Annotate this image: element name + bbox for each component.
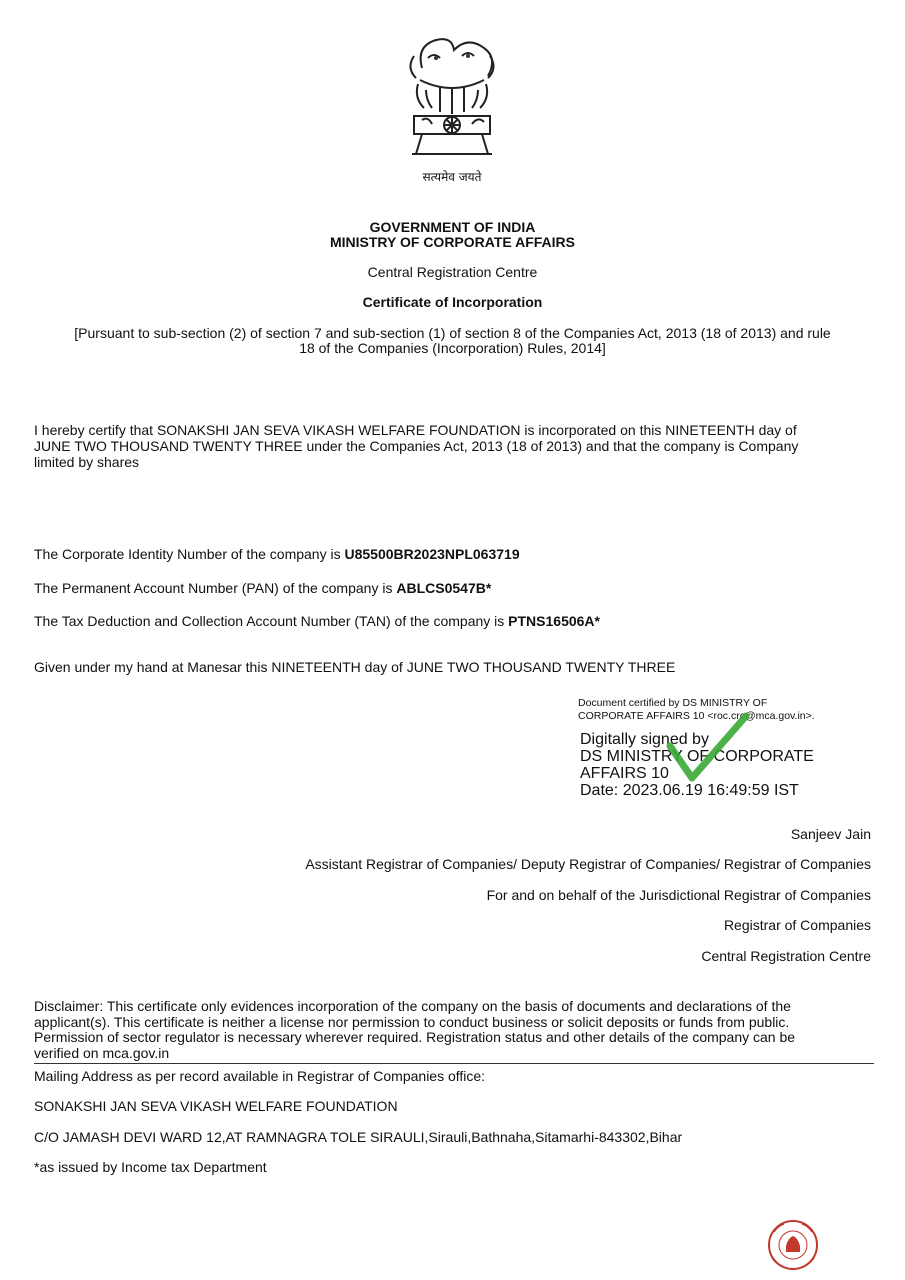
national-emblem (392, 28, 512, 184)
signed-line-3: AFFAIRS 10 (580, 765, 669, 782)
registrar-role: Registrar of Companies (723, 917, 871, 933)
tan-value: PTNS16506A* (508, 613, 600, 629)
disclaimer-line-3: Permission of sector regulator is necessary wherever required. Registration status and other details of the company can be (34, 1029, 796, 1045)
tan-line (34, 613, 600, 629)
mailing-label: Mailing Address as per record available in Registrar of Companies office: (34, 1068, 486, 1084)
cin-value: U85500BR2023NPL063719 (344, 546, 520, 562)
registrar-designation: Assistant Registrar of Companies/ Deputy Registrar of Companies/ Registrar of Companies (305, 856, 871, 872)
emblem-motto: सत्यमेव जयते (422, 170, 482, 184)
pan-line (34, 580, 491, 596)
tan-label: The Tax Deduction and Collection Account Number (TAN) of the company is (34, 613, 509, 629)
pursuant-line-1: [Pursuant to sub-section (2) of section 7 and sub-section (1) of section 8 of the Companies Act, 2013 (18 of 2013) and rule (74, 325, 831, 341)
divider (34, 1063, 874, 1064)
mailing-address: C/O JAMASH DEVI WARD 12,AT RAMNAGRA TOLE SIRAULI,Sirauli,Bathnaha,Sitamarhi-843302,Bihar (34, 1129, 683, 1145)
signed-line-2: DS MINISTRY OF CORPORATE (580, 748, 814, 765)
ministry-heading: MINISTRY OF CORPORATE AFFAIRS (329, 234, 575, 250)
certificate-title: Certificate of Incorporation (362, 294, 543, 310)
disclaimer (34, 999, 871, 1061)
registrar-name: Sanjeev Jain (790, 826, 871, 842)
signed-line-4: Date: 2023.06.19 16:49:59 IST (580, 782, 799, 799)
certify-line-2: JUNE TWO THOUSAND TWENTY THREE under the Companies Act, 2013 (18 of 2013) and that the company is Company (34, 438, 799, 454)
certify-line-3: limited by shares (34, 454, 140, 470)
footnote: *as issued by Income tax Department (34, 1159, 267, 1175)
pan-label: The Permanent Account Number (PAN) of the company is (34, 580, 397, 596)
cert-note-line-2: CORPORATE AFFAIRS 10 <roc.crc@mca.gov.in>. (578, 710, 815, 722)
pursuant-line-2: 18 of the Companies (Incorporation) Rules, 2014] (299, 340, 606, 356)
on-behalf-line: For and on behalf of the Jurisdictional Registrar of Companies (486, 887, 871, 903)
government-heading: GOVERNMENT OF INDIA (369, 219, 536, 235)
lion-capital-icon (392, 28, 512, 168)
cin-line (34, 546, 520, 562)
registrar-centre: Central Registration Centre (701, 948, 871, 964)
mailing-company: SONAKSHI JAN SEVA VIKASH WELFARE FOUNDATION (34, 1098, 398, 1114)
office-name: Central Registration Centre (367, 264, 538, 280)
disclaimer-line-1: Disclaimer: This certificate only evidences incorporation of the company on the basis of documents and declarations of the (34, 998, 791, 1014)
cin-label: The Corporate Identity Number of the company is (34, 546, 345, 562)
given-under-hand: Given under my hand at Manesar this NINETEENTH day of JUNE TWO THOUSAND TWENTY THREE (34, 659, 676, 675)
disclaimer-line-2: applicant(s). This certificate is neither a license nor permission to conduct business or solicit deposits or funds from public. (34, 1013, 790, 1030)
disclaimer-line-4: verified on mca.gov.in (34, 1044, 170, 1061)
signature-valid-check-icon (662, 712, 752, 792)
certify-paragraph (34, 422, 872, 470)
cert-note-line-1: Document certified by DS MINISTRY OF (578, 697, 768, 709)
pan-value: ABLCS0547B* (396, 580, 492, 596)
registrar-seal-icon (760, 1218, 826, 1272)
signed-line-1: Digitally signed by (580, 731, 709, 748)
certify-line-1: I hereby certify that SONAKSHI JAN SEVA VIKASH WELFARE FOUNDATION is incorporated on this NINETEENTH day of (34, 422, 797, 438)
